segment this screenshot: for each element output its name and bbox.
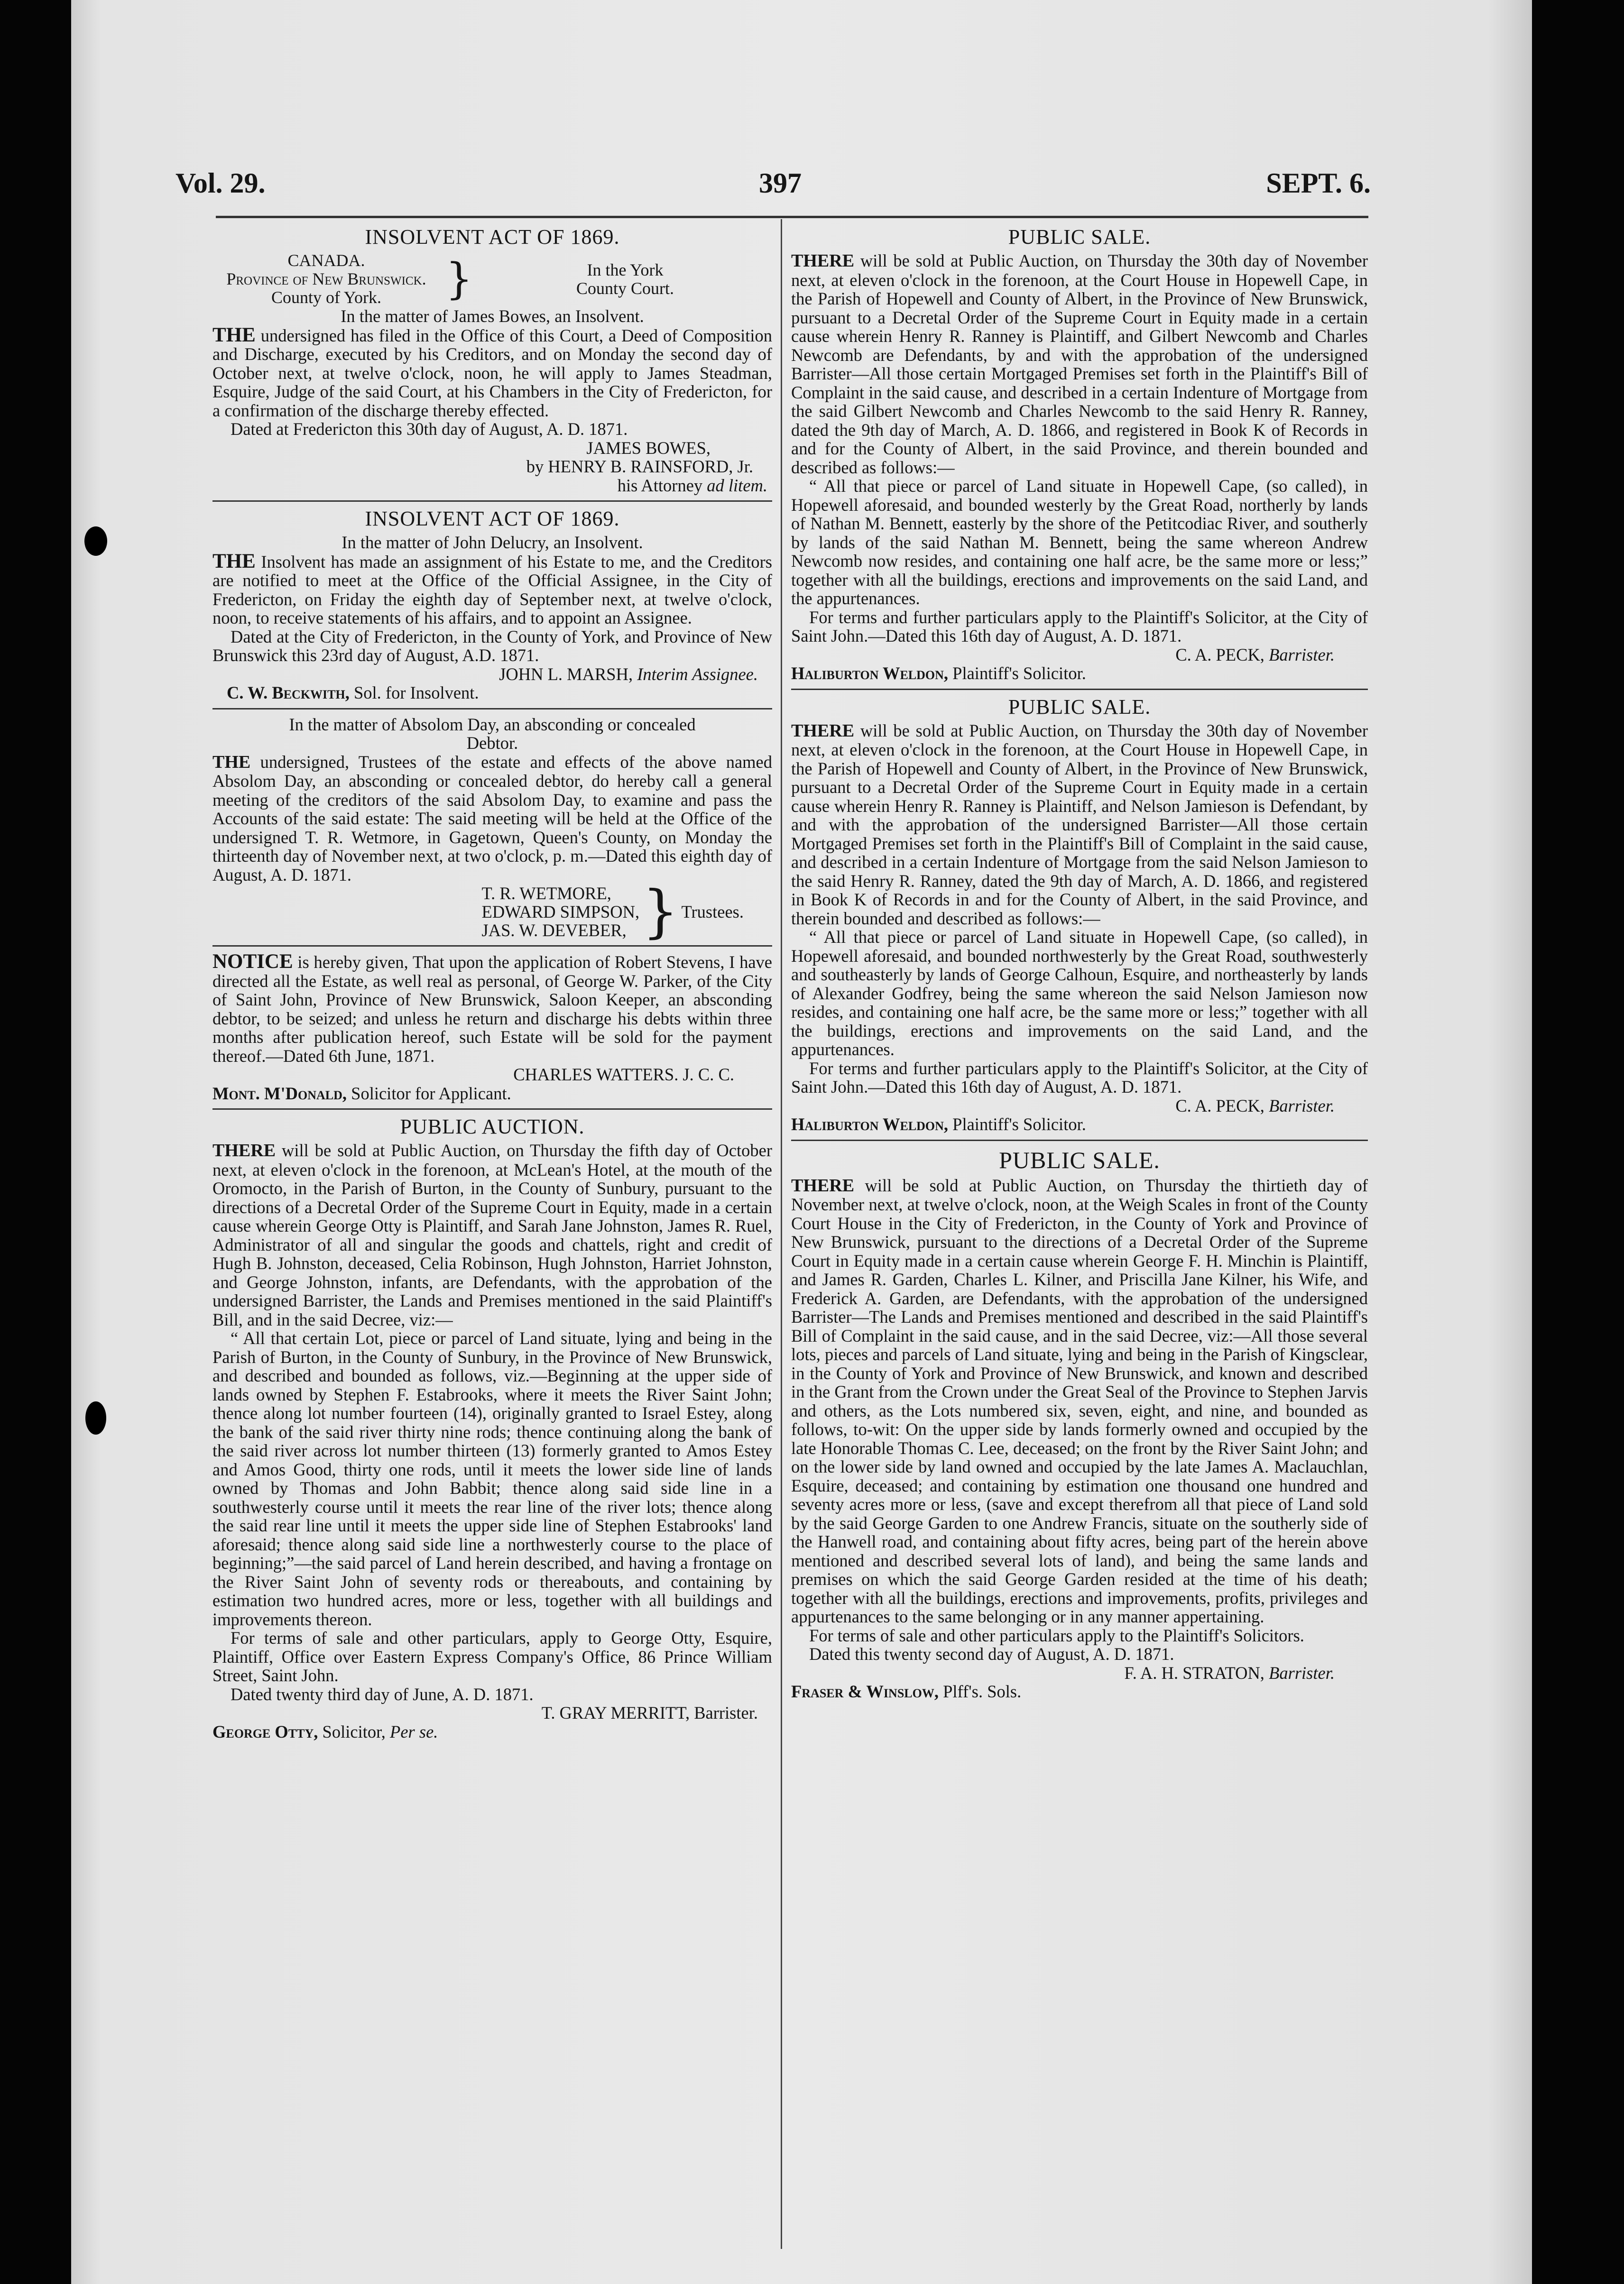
trustee-name: JAS. W. DEVEBER,: [481, 921, 627, 940]
signature-name: JAMES BOWES,: [586, 438, 710, 458]
county-label: County of York.: [271, 288, 382, 307]
brace-icon: }: [642, 878, 679, 945]
signature-agent: by HENRY B. RAINSFORD, Jr.: [526, 457, 753, 476]
trustee-name: EDWARD SIMPSON,: [481, 902, 640, 921]
solicitor-name: Haliburton Weldon,: [791, 1114, 949, 1134]
signature-name: CHARLES WATTERS. J. C. C.: [513, 1065, 734, 1084]
signature-role: Barrister.: [1269, 645, 1335, 664]
notice-heading: PUBLIC SALE.: [1008, 225, 1151, 249]
trustees-label: Trustees.: [681, 902, 744, 921]
page-number: 397: [759, 167, 802, 199]
solicitor-note: Per se.: [390, 1722, 438, 1741]
punch-hole-top: [84, 526, 107, 556]
court-label-2: County Court.: [576, 278, 674, 298]
signature-role: Barrister.: [1269, 1096, 1335, 1115]
lead-word: THERE: [791, 1175, 855, 1196]
lead-word: THERE: [791, 251, 855, 271]
signature-role: his Attorney: [617, 475, 707, 495]
header-rule: [216, 216, 1368, 218]
notice-heading: INSOLVENT ACT OF 1869.: [365, 225, 620, 249]
trustee-name: T. R. WETMORE,: [481, 884, 611, 903]
signature-name: F. A. H. STRATON,: [1124, 1663, 1269, 1683]
notice-absconding-day: [212, 714, 772, 945]
signature-name: C. A. PECK,: [1175, 645, 1269, 664]
notice-body: is hereby given, That upon the application of Robert Stevens, I have directed all the Estate, as well real as personal, of George W. Parker, of the City of Saint John, Province of New Brunswick, Saloon Keeper, an absconding debtor, to be seized; and unless he return and discharge his debts within three months after publication hereof, such Estate will be sold for the payment thereof.—Dated 6th June, 1871.: [212, 952, 773, 1066]
lead-word: THERE: [791, 720, 855, 741]
solicitor-role: Sol. for Insolvent.: [349, 683, 479, 702]
notice-body: undersigned has filed in the Office of this Court, a Deed of Composition and Discharge, executed by his Creditors, and on Monday the second day of October next, at twelve o'clock, noon, he will apply to James Steadman, Esquire, Judge of the said Court, at his Chambers in the City of Fredericton, for a confirmation of the discharge thereby effected.: [212, 325, 772, 420]
notice-body: undersigned, Trustees of the estate and effects of the above named Absolom Day, an absconding or concealed debtor, do hereby call a general meeting of the creditors of the said Absolom Day, to examine and pass the Accounts of the said estate: The said meeting will be held at the Office of the undersigned T. R. Wetmore, in Gagetown, Queen's County, on Monday the thirteenth day of November next, at two o'clock, p. m.—Dated this eighth day of August, A. D. 1871.: [212, 752, 772, 884]
signature-name: T. GRAY MERRITT, Barrister.: [541, 1703, 758, 1722]
signature-role-latin: ad litem.: [707, 475, 767, 495]
terms-line: For terms and further particulars apply to the Plaintiff's Solicitor, at the City of Saint John.—Dated this 16th day of August, A. D. 1871.: [791, 607, 1368, 645]
notice-body: will be sold at Public Auction, on Thursday the 30th day of November next, at eleven o'clock in the forenoon, at the Court House in Hopewell Cape, in the Parish of Hopewell and County of Albert, in the Province of New Brunswick, pursuant to a Decretal Order of the Supreme Court in Equity made in a certain cause wherein Henry R. Ranney is Plaintiff, and Gilbert Newcomb and Charles Newcomb are Defendants, by and with the approbation of the undersigned Barrister—All those certain Mortgaged Premises set forth in the Plaintiff's Bill of Complaint in the said cause, and described in a certain Indenture of Mortgage from the said Gilbert Newcomb and Charles Newcomb to the said Henry R. Ranney, dated the 9th day of March, A. D. 1866, and registered in Book K of Records in and for the County of Albert, in the said Province, and therein bounded and described as follows:—: [791, 251, 1368, 477]
lead-word: THE: [212, 550, 256, 572]
volume-number: Vol. 29.: [175, 167, 266, 199]
notice-heading: PUBLIC AUCTION.: [400, 1115, 585, 1138]
signature-name: C. A. PECK,: [1175, 1096, 1269, 1115]
notice-public-sale-newcomb: [791, 226, 1368, 683]
dated-line: Dated twenty third day of June, A. D. 1871.: [231, 1684, 534, 1704]
solicitor-role: Plaintiff's Solicitor.: [948, 663, 1086, 683]
column-rule: [781, 219, 782, 2249]
terms-line: For terms and further particulars apply to the Plaintiff's Solicitor, at the City of Saint John.—Dated this 16th day of August, A. D. 1871.: [791, 1058, 1368, 1096]
terms-line: For terms of sale and other particulars apply to the Plaintiff's Solicitors.: [809, 1625, 1304, 1645]
notice-divider: [791, 1140, 1368, 1141]
matter-line: In the matter of James Bowes, an Insolvent.: [341, 306, 644, 326]
notice-body: will be sold at Public Auction, on Thursday the 30th day of November next, at eleven o'clock in the forenoon, at the Court House in Hopewell Cape, in the Parish of Hopewell and County of Albert, in the Province of New Brunswick, pursuant to a Decretal Order of the Supreme Court in Equity made in a certain cause wherein Henry R. Ranney is Plaintiff, and Nelson Jamieson is Defendant, by and with the approbation of the undersigned Barrister—All those certain Mortgaged Premises set forth in the Plaintiff's Bill of Complaint in the said cause, and described in a certain Indenture of Mortgage from the said Nelson Jamieson to the said Henry R. Ranney, dated the 9th day of March, A. D. 1866, and registered in Book K of Records in and for the County of Albert, in the said Province, and therein bounded and described as follows:—: [791, 720, 1368, 928]
lead-word: THERE: [212, 1141, 276, 1160]
lead-word: THE: [212, 323, 256, 346]
matter-line-2: Debtor.: [466, 733, 518, 753]
signature-role: Barrister.: [1269, 1663, 1335, 1683]
notice-public-sale-jamieson: [791, 696, 1368, 1134]
province-label: Province of New Brunswick.: [226, 269, 426, 288]
solicitor-name: Haliburton Weldon,: [791, 663, 949, 683]
country-label: CANADA.: [287, 251, 365, 270]
issue-date: SEPT. 6.: [1266, 167, 1371, 199]
solicitor-name: George Otty,: [212, 1722, 318, 1741]
solicitor-role: Plaintiff's Solicitor.: [948, 1114, 1086, 1134]
notice-body: will be sold at Public Auction, on Thursday the fifth day of October next, at eleven o'clock in the forenoon, at McLean's Hotel, at the mouth of the Oromocto, in the Parish of Burton, in the County of Sunbury, pursuant to the directions of a Decretal Order of the Supreme Court in Equity, made in a certain cause wherein George Otty is Plaintiff, and Sarah Jane Johnston, James R. Ruel, Administrator of all and singular the goods and chattels, right and credit of Hugh B. Johnston, deceased, Celia Robinson, Hugh Johnston, Harriet Johnston, and George Johnston, infants, are Defendants, with the approbation of the undersigned Barrister, the Lands and Premises mentioned in the said Plaintiff's Bill, and in the said Decree, viz:—: [212, 1141, 772, 1329]
solicitor-name: Mont. M'Donald,: [212, 1083, 347, 1103]
signature-name: JOHN L. MARSH,: [499, 664, 637, 684]
solicitor-name: C. W. Beckwith,: [227, 683, 350, 702]
notice-parker-estate: [212, 952, 772, 1103]
punch-hole-bottom: [85, 1401, 106, 1435]
property-description: “ All that piece or parcel of Land situate in Hopewell Cape, (so called), in Hopewell aforesaid, and bounded westerly by the Great Road, northerly by lands of Nathan M. Bennett, easterly by the shore of the Petitcodiac River, and southerly by lands of the said Nathan M. Bennett, being the same whereon Andrew Newcomb now resides, and containing one half acre, be the same more or less;” together with all the buildings, erections and improvements on the said Land, and the appurtenances.: [791, 476, 1368, 608]
lead-word: THE: [212, 752, 251, 772]
property-description: “ All that certain Lot, piece or parcel of Land situate, lying and being in the Parish of Burton, in the County of Sunbury, in the Province of New Brunswick, and described and bounded as follows, viz.—Beginning at the upper side of lands owned by Stephen F. Estabrooks, where it meets the River Saint John; thence along lot number fourteen (14), originally granted to Israel Estey, along the bank of the said river thirty nine rods; thence continuing along the bank of the said river across lot number thirteen (13) formerly granted to Amos Estey and Amos Good, thirty one rods, until it meets the lower side line of lands owned by Thomas and John Babbit; thence along said side line in a southwesterly course until it meets the rear line of the river lots; thence along the said rear line until it meets the upper side line of Stephen Estabrooks' land aforesaid; thence along said side line a northwesterly course to the place of beginning;”—the said parcel of Land herein described, and having a frontage on the River Saint John of seventy rods or thereabouts, and containing by estimation two hundred acres, more or less, together with all buildings and improvements thereon.: [212, 1328, 772, 1629]
solicitor-role: Plff's. Sols.: [938, 1682, 1022, 1701]
notice-divider: [791, 689, 1368, 690]
matter-line: In the matter of John Delucry, an Insolvent.: [341, 533, 643, 552]
matter-line-1: In the matter of Absolom Day, an absconding or concealed: [289, 714, 696, 734]
notice-divider: [212, 945, 772, 947]
notice-public-sale-garden: [791, 1147, 1368, 1701]
court-label-1: In the York: [587, 260, 664, 279]
notice-insolvent-delucry: [212, 507, 772, 702]
terms-line: For terms of sale and other particulars, apply to George Otty, Esquire, Plaintiff, Office over Eastern Express Company's Office, 86 Prince William Street, Saint John.: [212, 1628, 772, 1685]
property-description: “ All that piece or parcel of Land situate in Hopewell Cape, (so called), in Hopewell aforesaid, and bounded northwesterly by the Great Road, southwesterly and southeasterly by lands of George Calhoun, Esquire, and northeasterly by lands of Alexander Godfrey, being the same whereon the said Nelson Jamieson now resides, and containing one half acre, be the same more or less;” together with all the buildings, erections and improvements on the said Land, and the appurtenances.: [791, 927, 1368, 1059]
notice-insolvent-bowes: [212, 226, 772, 495]
notice-divider: [212, 500, 772, 502]
trustees-block: [212, 878, 744, 945]
page-header: [175, 167, 1371, 200]
dated-line: Dated this twenty second day of August, A. D. 1871.: [809, 1644, 1174, 1664]
dated-line: Dated at Fredericton this 30th day of August, A. D. 1871.: [231, 419, 628, 439]
notice-divider: [212, 1108, 772, 1110]
left-column: [212, 224, 772, 1741]
signature-role: Interim Assignee.: [637, 664, 758, 684]
solicitor-name: Fraser & Winslow,: [791, 1682, 939, 1701]
lead-word: NOTICE: [212, 950, 293, 973]
notice-body: will be sold at Public Auction, on Thursday the thirtieth day of November next, at twelve o'clock, noon, at the Weigh Scales in front of the County Court House in the City of Fredericton, in the County of York and Province of New Brunswick, pursuant to the directions of a Decretal Order of the Supreme Court in Equity made in a certain cause wherein George F. H. Minchin is Plaintiff, and James R. Garden, Charles L. Kilner, and Priscilla Jane Kilner, his Wife, and Frederick A. Garden, are Defendants, with the approbation of the undersigned Barrister—The Lands and Premises mentioned and described in the said Plaintiff's Bill of Complaint in the said cause, and in the said Decree, viz:—All those several lots, pieces and parcels of Land situate, lying and being in the Parish of Kingsclear, in the County of York and Province of New Brunswick, and known and described in the Grant from the Crown under the Great Seal of the Province to Stephen Jarvis and others, as the Lots numbered six, seven, eight, and nine, and bounded as follows, to-wit: On the upper side by lands formerly owned and occupied by the late Honorable Thomas C. Lee, deceased; on the front by the River Saint John; and on the lower side by land owned and occupied by the late James A. Maclauchlan, Esquire, deceased; and containing by estimation one thousand one hundred and seventy acres more or less, (save and except therefrom all that piece of Land sold by the said George Garden to one Andrew Francis, situate on the southerly side of the Hanwell road, and containing about fifty acres, being part of the herein above mentioned and described several lots of land), and being the same lands and premises on which the said George Garden resided at the time of his death; together with all the buildings, erections and improvements, profits, privileges and appurtenances to the same belonging or in any manner appertaining.: [791, 1175, 1368, 1626]
notice-heading: PUBLIC SALE.: [999, 1146, 1160, 1173]
jurisdiction-block: [212, 251, 772, 307]
solicitor-role: Solicitor for Applicant.: [347, 1083, 511, 1103]
notice-public-auction-otty: [212, 1115, 772, 1741]
dated-line: Dated at the City of Fredericton, in the County of York, and Province of New Brunswick this 23rd day of August, A.D. 1871.: [212, 626, 772, 665]
notice-heading: INSOLVENT ACT OF 1869.: [365, 507, 620, 530]
solicitor-role: Solicitor,: [318, 1722, 390, 1741]
brace-icon: }: [445, 254, 473, 304]
notice-divider: [212, 708, 772, 709]
right-column: [791, 224, 1368, 1701]
notice-heading: PUBLIC SALE.: [1008, 695, 1151, 718]
notice-body: Insolvent has made an assignment of his Estate to me, and the Creditors are notified to meet at the Office of the Official Assignee, in the City of Fredericton, on Friday the eighth day of September next, at twelve o'clock, noon, to receive statements of his affairs, and to appoint an Assignee.: [212, 552, 773, 627]
